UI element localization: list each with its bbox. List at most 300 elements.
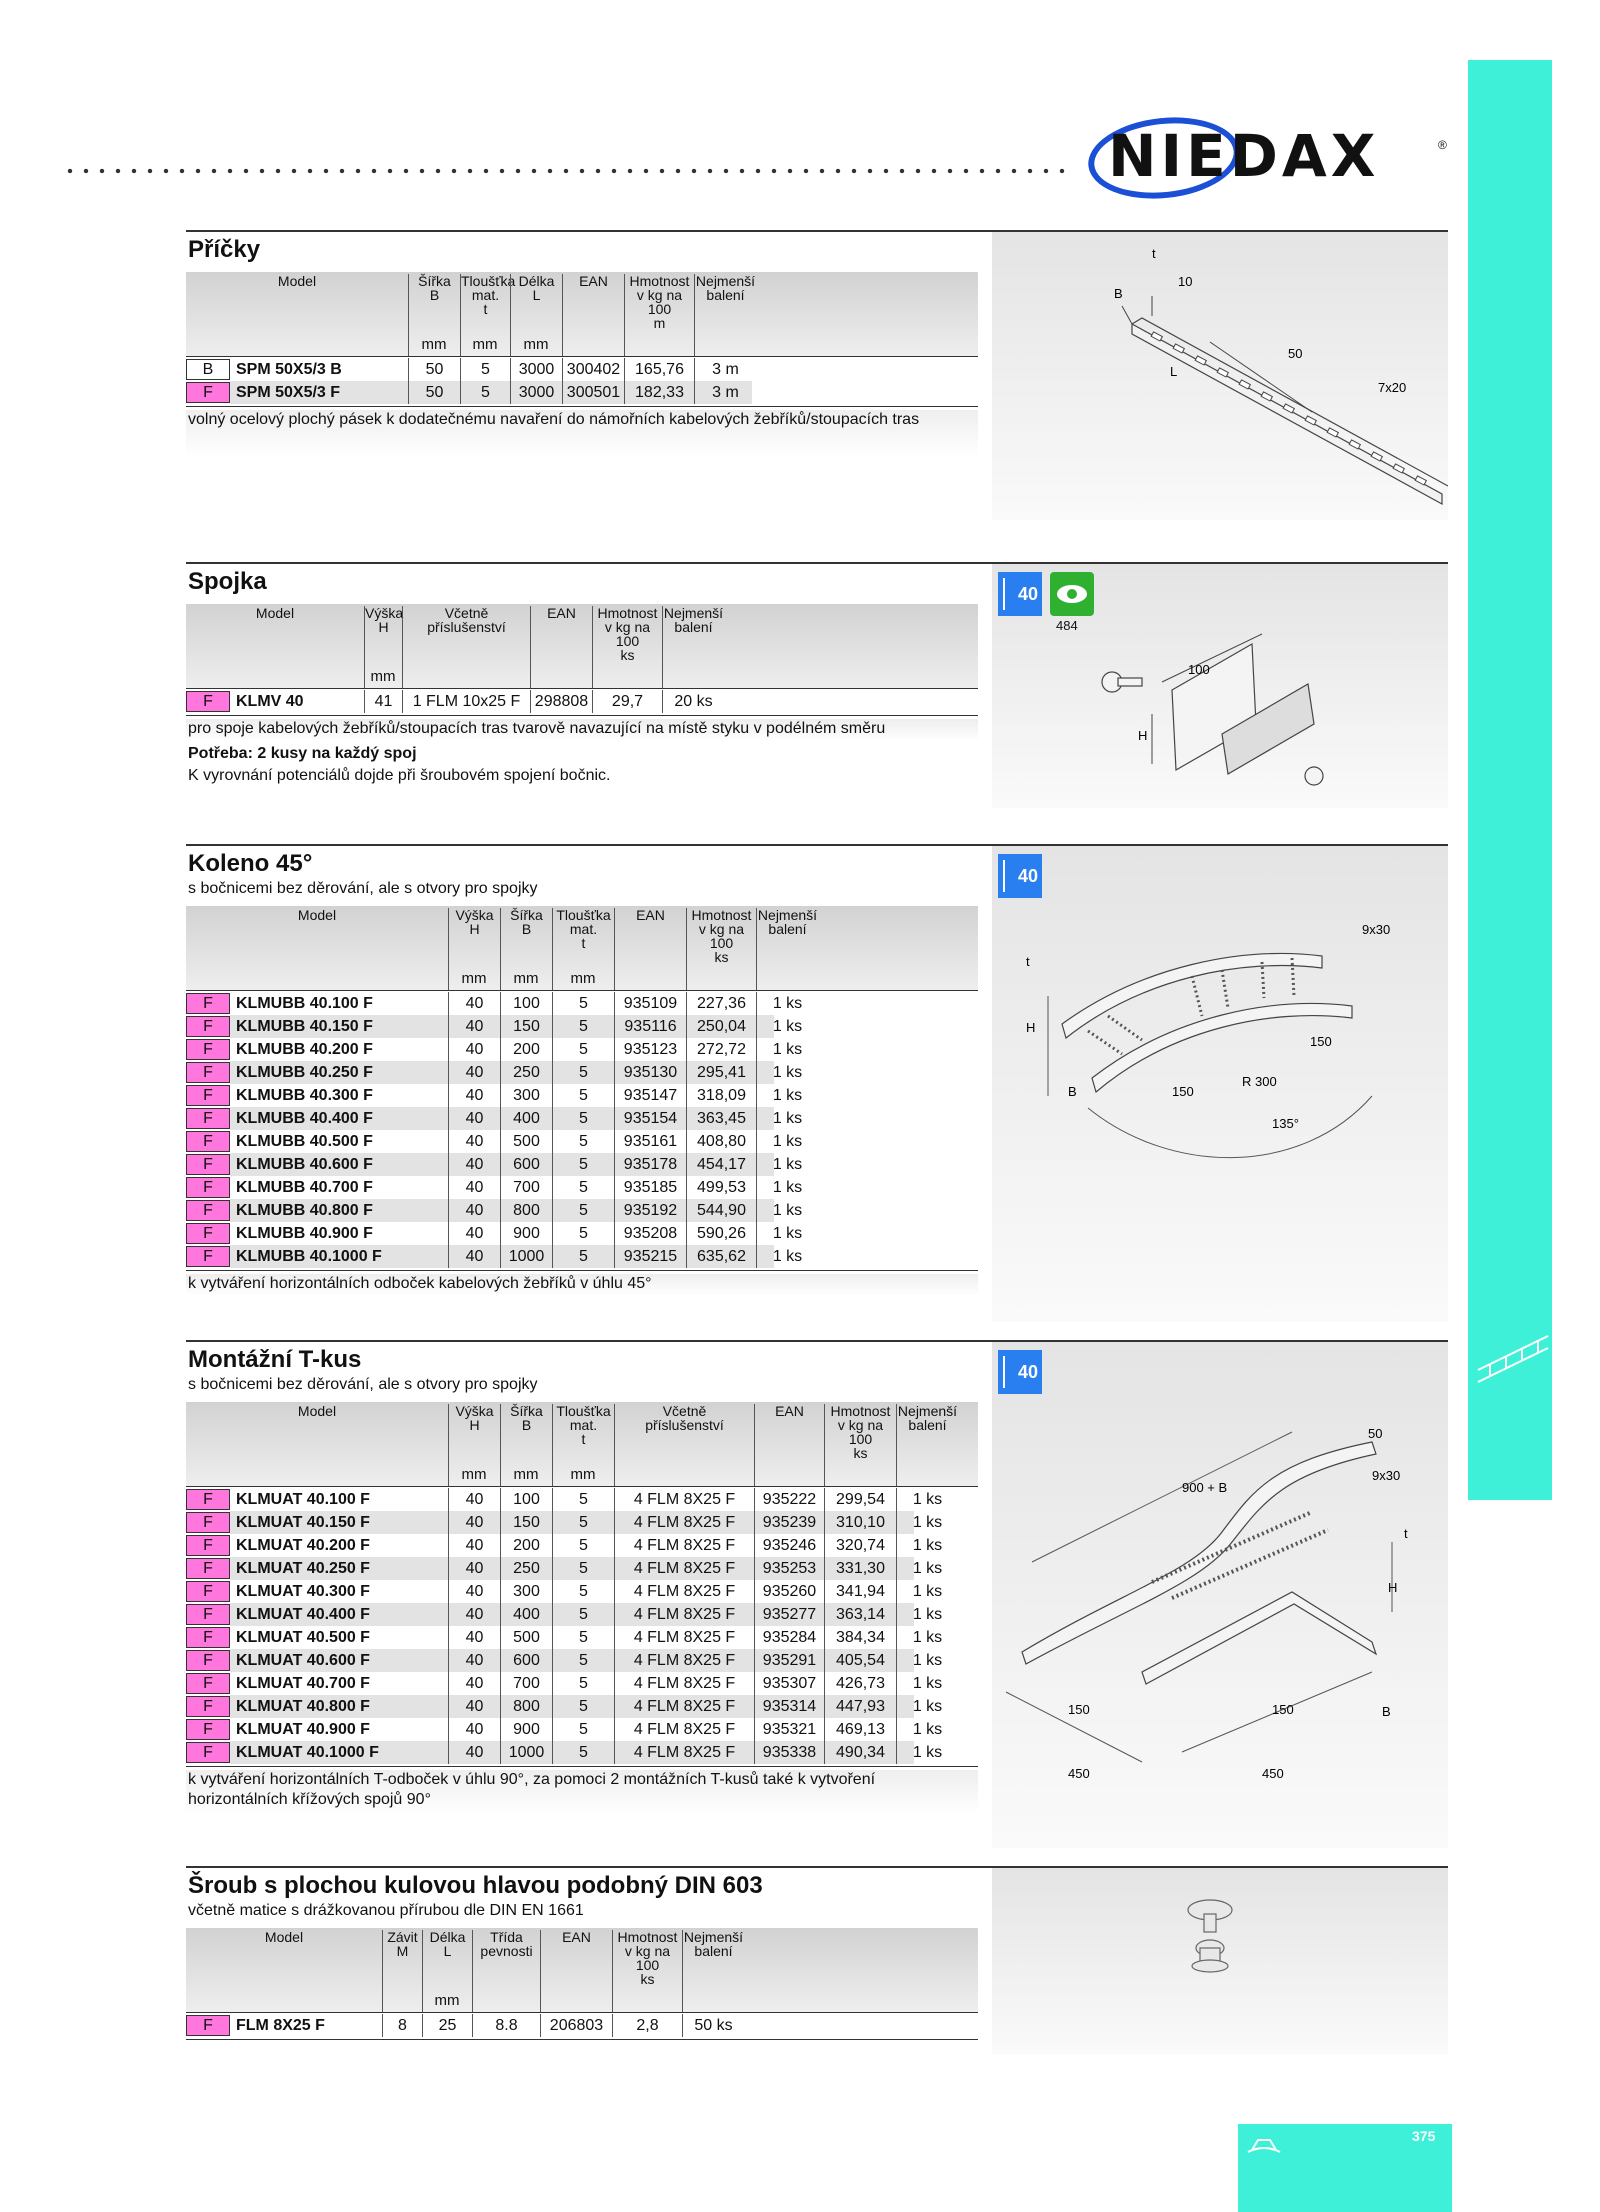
dim-900b: 900 + B (1182, 1480, 1228, 1495)
header-rule (186, 990, 978, 991)
table-cell: 1 FLM 10x25 F (402, 690, 530, 713)
finish-code: F (186, 1696, 230, 1717)
table-cell: 935154 (614, 1107, 686, 1130)
header-rule (186, 356, 978, 357)
table-cell: 5 (552, 1245, 614, 1268)
table-cell: 5 (552, 1603, 614, 1626)
column-header: Včetně příslušenství (402, 606, 530, 688)
model-cell: KLMUBB 40.150 F (236, 1018, 373, 1035)
finish-code: F (186, 1154, 230, 1175)
table-cell: 1 ks (756, 1130, 818, 1153)
table-cell: 300 (500, 1084, 552, 1107)
dim-t: t (1026, 954, 1030, 969)
table-cell: 1 ks (756, 1038, 818, 1061)
table-cell: 4 FLM 8X25 F (614, 1672, 754, 1695)
table-cell: 935291 (754, 1649, 824, 1672)
table-cell: 935130 (614, 1061, 686, 1084)
column-header: Včetně příslušenství (614, 1404, 754, 1486)
table-cell: 400 (500, 1603, 552, 1626)
table-cell: 5 (552, 1107, 614, 1130)
table-cell: 1 ks (896, 1626, 958, 1649)
table-cell: 5 (552, 1649, 614, 1672)
model-cell: KLMUAT 40.300 F (236, 1583, 370, 1600)
registered-mark: ® (1438, 138, 1447, 152)
table-cell: 600 (500, 1153, 552, 1176)
model-cell: KLMUBB 40.1000 F (236, 1248, 382, 1265)
table-cell: 5 (552, 1534, 614, 1557)
column-header: Nejmenší balení (694, 274, 756, 356)
column-header: Šířka B (500, 908, 552, 990)
model-cell: KLMUAT 40.250 F (236, 1560, 370, 1577)
model-cell: KLMV 40 (236, 693, 304, 710)
table-cell: 40 (448, 1603, 500, 1626)
table-cell: 1 ks (896, 1649, 958, 1672)
table-cell: 40 (448, 1557, 500, 1580)
finish-code: F (186, 1535, 230, 1556)
model-cell: KLMUBB 40.100 F (236, 995, 373, 1012)
table-cell: 100 (500, 992, 552, 1015)
product-note: k vytváření horizontálních odboček kabelových žebříků v úhlu 45° (186, 1274, 978, 1296)
table-cell: 499,53 (686, 1176, 756, 1199)
section-title: Šroub s plochou kulovou hlavou podobný DIN 603 (188, 1872, 763, 1899)
table-cell: 935192 (614, 1199, 686, 1222)
connector-drawing (992, 564, 1448, 808)
table-cell: 490,34 (824, 1741, 896, 1764)
column-header: Výška H (448, 908, 500, 990)
table-cell: 25 (422, 2014, 472, 2037)
table-cell: 469,13 (824, 1718, 896, 1741)
model-cell: KLMUBB 40.400 F (236, 1110, 373, 1127)
table-cell: 1 ks (896, 1580, 958, 1603)
dim-10: 10 (1178, 274, 1193, 289)
table-cell: 40 (448, 1718, 500, 1741)
table-cell: 40 (448, 1626, 500, 1649)
column-header: Šířka B (408, 274, 460, 356)
tee-drawing (992, 1342, 1448, 1848)
table-cell: 310,10 (824, 1511, 896, 1534)
table-cell: 5 (552, 1176, 614, 1199)
model-cell: SPM 50X5/3 F (236, 384, 341, 401)
table-cell: 40 (448, 1153, 500, 1176)
finish-code: F (186, 1016, 230, 1037)
table-cell: 1 ks (756, 992, 818, 1015)
finish-code: F (186, 1673, 230, 1694)
table-cell: 935239 (754, 1511, 824, 1534)
column-header: Hmotnost v kg na 100 ks (686, 908, 756, 990)
page-number: 375 (1412, 2128, 1436, 2144)
table-cell: 2,8 (612, 2014, 682, 2037)
table-header (186, 272, 978, 356)
table-cell: 800 (500, 1695, 552, 1718)
column-header: Výška H (448, 1404, 500, 1486)
table-cell: 935178 (614, 1153, 686, 1176)
table-cell: 1 ks (896, 1534, 958, 1557)
model-cell: KLMUBB 40.250 F (236, 1064, 373, 1081)
table-cell: 5 (552, 1038, 614, 1061)
table-cell: 5 (552, 1222, 614, 1245)
dim-t: t (1152, 246, 1156, 261)
table-cell: 5 (552, 992, 614, 1015)
table-header (186, 1928, 978, 2012)
unit-label: mm (523, 336, 549, 353)
column-header: EAN (614, 908, 686, 990)
table-cell: 900 (500, 1718, 552, 1741)
table-cell: 40 (448, 1107, 500, 1130)
table-cell: 935208 (614, 1222, 686, 1245)
column-header: Tloušťka mat. t (552, 1404, 614, 1486)
table-cell: 935314 (754, 1695, 824, 1718)
table-cell: 4 FLM 8X25 F (614, 1626, 754, 1649)
table-cell: 1 ks (896, 1741, 958, 1764)
finish-code: F (186, 1246, 230, 1267)
dim-100: 100 (1188, 662, 1210, 677)
table-cell: 40 (448, 1488, 500, 1511)
column-header: Model (264, 1929, 304, 1945)
section-sroub (186, 1866, 1448, 2056)
column-header: Nejmenší balení (662, 606, 724, 688)
table-cell: 935321 (754, 1718, 824, 1741)
table-cell: 40 (448, 1534, 500, 1557)
table-cell: 318,09 (686, 1084, 756, 1107)
column-header: Hmotnost v kg na 100 ks (612, 1930, 682, 2012)
model-cell: KLMUAT 40.700 F (236, 1675, 370, 1692)
table-cell: 5 (460, 358, 510, 381)
table-cell: 4 FLM 8X25 F (614, 1511, 754, 1534)
model-cell: KLMUBB 40.300 F (236, 1087, 373, 1104)
table-cell: 165,76 (624, 358, 694, 381)
table-cell: 250,04 (686, 1015, 756, 1038)
section-subtitle: s bočnicemi bez děrování, ale s otvory pro spojky (188, 1376, 538, 1393)
table-cell: 300501 (562, 381, 624, 404)
column-header: Délka L (422, 1930, 472, 2012)
table-cell: 5 (552, 1511, 614, 1534)
dim-r300: R 300 (1242, 1074, 1277, 1089)
product-note: volný ocelový plochý pásek k dodatečnému navaření do námořních kabelových žebříků/stoupacích tras (186, 410, 978, 456)
column-header: Nejmenší balení (756, 908, 818, 990)
model-cell: KLMUAT 40.800 F (236, 1698, 370, 1715)
section-subtitle: včetně matice s drážkovanou přírubou dle DIN EN 1661 (188, 1902, 584, 1919)
table-cell: 50 ks (682, 2014, 744, 2037)
column-header: Tloušťka mat. t (552, 908, 614, 990)
unit-label: mm (570, 1466, 596, 1483)
section-spojka (186, 562, 1448, 812)
header-rule (186, 688, 978, 689)
dim-h: H (1138, 728, 1148, 743)
table-cell: 250 (500, 1557, 552, 1580)
dim-b: B (1382, 1704, 1391, 1719)
dim-450a: 450 (1068, 1766, 1090, 1781)
table-cell: 5 (552, 1672, 614, 1695)
table-cell: 454,17 (686, 1153, 756, 1176)
column-header: Hmotnost v kg na 100 ks (824, 1404, 896, 1486)
table-cell: 40 (448, 1176, 500, 1199)
table-cell: 400 (500, 1107, 552, 1130)
table-cell: 1 ks (896, 1511, 958, 1534)
model-cell: SPM 50X5/3 B (236, 361, 342, 378)
brand-logo: NIEDAX (1108, 122, 1380, 190)
table-header (186, 604, 978, 688)
dim-50: 50 (1288, 346, 1303, 361)
table-cell: 384,34 (824, 1626, 896, 1649)
table-rule (186, 1766, 978, 1767)
table-cell: 4 FLM 8X25 F (614, 1741, 754, 1764)
table-cell: 50 (408, 381, 460, 404)
requirement-note: Potřeba: 2 kusy na každý spoj (188, 745, 417, 762)
table-cell: 299,54 (824, 1488, 896, 1511)
dim-50: 50 (1368, 1426, 1383, 1441)
dim-150a: 150 (1068, 1702, 1090, 1717)
table-cell: 935277 (754, 1603, 824, 1626)
table-cell: 590,26 (686, 1222, 756, 1245)
unit-label: mm (513, 970, 539, 987)
model-cell: KLMUBB 40.600 F (236, 1156, 373, 1173)
table-cell: 935253 (754, 1557, 824, 1580)
ship-icon (1244, 2132, 1284, 2162)
product-note: pro spoje kabelových žebříků/stoupacích tras tvarově navazující na místě styku v podélném směru (186, 719, 978, 741)
table-cell: 200 (500, 1038, 552, 1061)
table-cell: 150 (500, 1015, 552, 1038)
table-cell: 40 (448, 1084, 500, 1107)
badge-40: 40 (998, 1350, 1042, 1394)
table-cell: 1 ks (896, 1672, 958, 1695)
table-cell: 1 ks (756, 1245, 818, 1268)
table-cell: 5 (552, 1626, 614, 1649)
table-cell: 20 ks (662, 690, 724, 713)
table-cell: 3 m (694, 358, 756, 381)
table-cell: 298808 (530, 690, 592, 713)
model-cell: KLMUBB 40.800 F (236, 1202, 373, 1219)
section-koleno (186, 844, 1448, 1324)
table-cell: 935284 (754, 1626, 824, 1649)
table-cell: 250 (500, 1061, 552, 1084)
table-cell: 600 (500, 1649, 552, 1672)
table-cell: 800 (500, 1199, 552, 1222)
model-cell: KLMUAT 40.1000 F (236, 1744, 379, 1761)
table-cell: 8 (382, 2014, 422, 2037)
table-cell: 500 (500, 1626, 552, 1649)
finish-code: F (186, 1719, 230, 1740)
figure-t-kus (992, 1342, 1448, 1848)
finish-code: F (186, 1650, 230, 1671)
table-cell: 935246 (754, 1534, 824, 1557)
finish-code: F (186, 1131, 230, 1152)
dim-l: L (1170, 364, 1178, 379)
table-cell: 935161 (614, 1130, 686, 1153)
model-cell: KLMUAT 40.600 F (236, 1652, 370, 1669)
table-rule (186, 2039, 978, 2040)
table-cell: 320,74 (824, 1534, 896, 1557)
column-header: Šířka B (500, 1404, 552, 1486)
section-title: Příčky (188, 236, 261, 263)
finish-code: F (186, 1200, 230, 1221)
table-cell: 700 (500, 1672, 552, 1695)
column-header: Model (277, 273, 317, 289)
table-cell: 935260 (754, 1580, 824, 1603)
table-cell: 447,93 (824, 1695, 896, 1718)
finish-code: B (186, 359, 230, 380)
column-header: Model (297, 907, 337, 923)
finish-code: F (186, 1604, 230, 1625)
table-cell: 40 (448, 1038, 500, 1061)
table-cell: 100 (500, 1488, 552, 1511)
table-cell: 50 (408, 358, 460, 381)
table-cell: 300402 (562, 358, 624, 381)
dim-9x30: 9x30 (1362, 922, 1391, 937)
table-cell: 40 (448, 1061, 500, 1084)
header-rule (186, 2012, 978, 2013)
table-cell: 426,73 (824, 1672, 896, 1695)
ladder-icon (1476, 1330, 1552, 1390)
table-cell: 935307 (754, 1672, 824, 1695)
product-note: k vytváření horizontálních T-odboček v úhlu 90°, za pomoci 2 montážních T-kusů také k vytvoření horizontálních křížových spojů 90° (186, 1770, 978, 1814)
dim-150a: 150 (1310, 1034, 1332, 1049)
column-header: Závit M (382, 1930, 422, 2012)
table-cell: 1 ks (756, 1061, 818, 1084)
table-rule (186, 406, 978, 407)
figure-pricky (992, 232, 1448, 520)
column-header: Nejmenší balení (682, 1930, 744, 2012)
table-cell: 150 (500, 1511, 552, 1534)
badge-40: 40 (998, 572, 1042, 616)
column-header: EAN (530, 606, 592, 688)
column-header: Hmotnost v kg na 100 ks (592, 606, 662, 688)
dim-7x20: 7x20 (1378, 380, 1407, 395)
finish-code: F (186, 1177, 230, 1198)
table-cell: 40 (448, 1672, 500, 1695)
table-cell: 5 (552, 1084, 614, 1107)
column-header: Nejmenší balení (896, 1404, 958, 1486)
table-cell: 635,62 (686, 1245, 756, 1268)
model-cell: KLMUBB 40.200 F (236, 1041, 373, 1058)
finish-code: F (186, 1039, 230, 1060)
table-cell: 1 ks (756, 1015, 818, 1038)
table-cell: 40 (448, 1695, 500, 1718)
table-cell: 700 (500, 1176, 552, 1199)
finish-code: F (186, 1627, 230, 1648)
finish-code: F (186, 1085, 230, 1106)
table-cell: 5 (552, 1488, 614, 1511)
finish-code: F (186, 1558, 230, 1579)
table-cell: 5 (552, 1061, 614, 1084)
eye-number: 484 (1056, 618, 1078, 633)
table-cell: 40 (448, 992, 500, 1015)
column-header: Třída pevnosti (472, 1930, 540, 2012)
model-cell: KLMUBB 40.900 F (236, 1225, 373, 1242)
table-cell: 1 ks (896, 1695, 958, 1718)
table-rule (186, 715, 978, 716)
table-cell: 5 (552, 1580, 614, 1603)
table-cell: 4 FLM 8X25 F (614, 1695, 754, 1718)
table-cell: 40 (448, 1511, 500, 1534)
unit-label: mm (472, 336, 498, 353)
unit-label: mm (461, 970, 487, 987)
table-cell: 4 FLM 8X25 F (614, 1534, 754, 1557)
table-cell: 40 (448, 1199, 500, 1222)
table-cell: 1000 (500, 1741, 552, 1764)
table-cell: 1000 (500, 1245, 552, 1268)
table-cell: 341,94 (824, 1580, 896, 1603)
column-header: Hmotnost v kg na 100 m (624, 274, 694, 356)
model-cell: KLMUAT 40.900 F (236, 1721, 370, 1738)
table-cell: 5 (460, 381, 510, 404)
dim-150b: 150 (1272, 1702, 1294, 1717)
column-header: Model (297, 1403, 337, 1419)
table-cell: 41 (364, 690, 402, 713)
column-header: Délka L (510, 274, 562, 356)
table-cell: 227,36 (686, 992, 756, 1015)
potential-note: K vyrovnání potenciálů dojde při šroubovém spojení bočnic. (188, 767, 611, 784)
model-cell: KLMUBB 40.500 F (236, 1133, 373, 1150)
dim-9x30: 9x30 (1372, 1468, 1401, 1483)
table-cell: 935123 (614, 1038, 686, 1061)
table-cell: 5 (552, 1741, 614, 1764)
table-cell: 1 ks (756, 1084, 818, 1107)
table-cell: 405,54 (824, 1649, 896, 1672)
dotted-rule (62, 168, 1072, 174)
unit-label: mm (421, 336, 447, 353)
unit-label: mm (434, 1992, 460, 2009)
figure-koleno (992, 846, 1448, 1322)
table-cell: 935338 (754, 1741, 824, 1764)
finish-code: F (186, 1062, 230, 1083)
column-header: EAN (540, 1930, 612, 2012)
table-cell: 935222 (754, 1488, 824, 1511)
table-cell: 4 FLM 8X25 F (614, 1603, 754, 1626)
table-cell: 40 (448, 1741, 500, 1764)
column-header: Výška H (364, 606, 402, 688)
table-cell: 1 ks (756, 1153, 818, 1176)
table-cell: 4 FLM 8X25 F (614, 1488, 754, 1511)
column-header: Model (255, 605, 295, 621)
table-cell: 206803 (540, 2014, 612, 2037)
column-header: EAN (562, 274, 624, 356)
figure-sroub (992, 1868, 1448, 2054)
table-cell: 500 (500, 1130, 552, 1153)
table-cell: 29,7 (592, 690, 662, 713)
table-cell: 935185 (614, 1176, 686, 1199)
finish-code: F (186, 1108, 230, 1129)
table-cell: 300 (500, 1580, 552, 1603)
table-cell: 5 (552, 1153, 614, 1176)
dim-b: B (1068, 1084, 1077, 1099)
unit-label: mm (461, 1466, 487, 1483)
table-cell: 40 (448, 1015, 500, 1038)
model-cell: KLMUAT 40.500 F (236, 1629, 370, 1646)
model-cell: KLMUBB 40.700 F (236, 1179, 373, 1196)
strip-drawing (992, 232, 1448, 520)
bend-drawing (992, 846, 1448, 1322)
unit-label: mm (513, 1466, 539, 1483)
table-cell: 5 (552, 1130, 614, 1153)
model-cell: KLMUAT 40.200 F (236, 1537, 370, 1554)
table-cell: 40 (448, 1130, 500, 1153)
finish-code: F (186, 1223, 230, 1244)
table-cell: 5 (552, 1718, 614, 1741)
table-cell: 363,14 (824, 1603, 896, 1626)
column-header: Tloušťka mat. t (460, 274, 510, 356)
table-cell: 1 ks (756, 1176, 818, 1199)
figure-spojka (992, 564, 1448, 808)
finish-code: F (186, 1489, 230, 1510)
dim-h: H (1388, 1580, 1398, 1595)
table-cell: 40 (448, 1649, 500, 1672)
table-cell: 40 (448, 1245, 500, 1268)
table-cell: 4 FLM 8X25 F (614, 1649, 754, 1672)
table-cell: 3 m (694, 381, 756, 404)
table-cell: 40 (448, 1580, 500, 1603)
table-rule (186, 1270, 978, 1271)
table-cell: 1 ks (756, 1107, 818, 1130)
